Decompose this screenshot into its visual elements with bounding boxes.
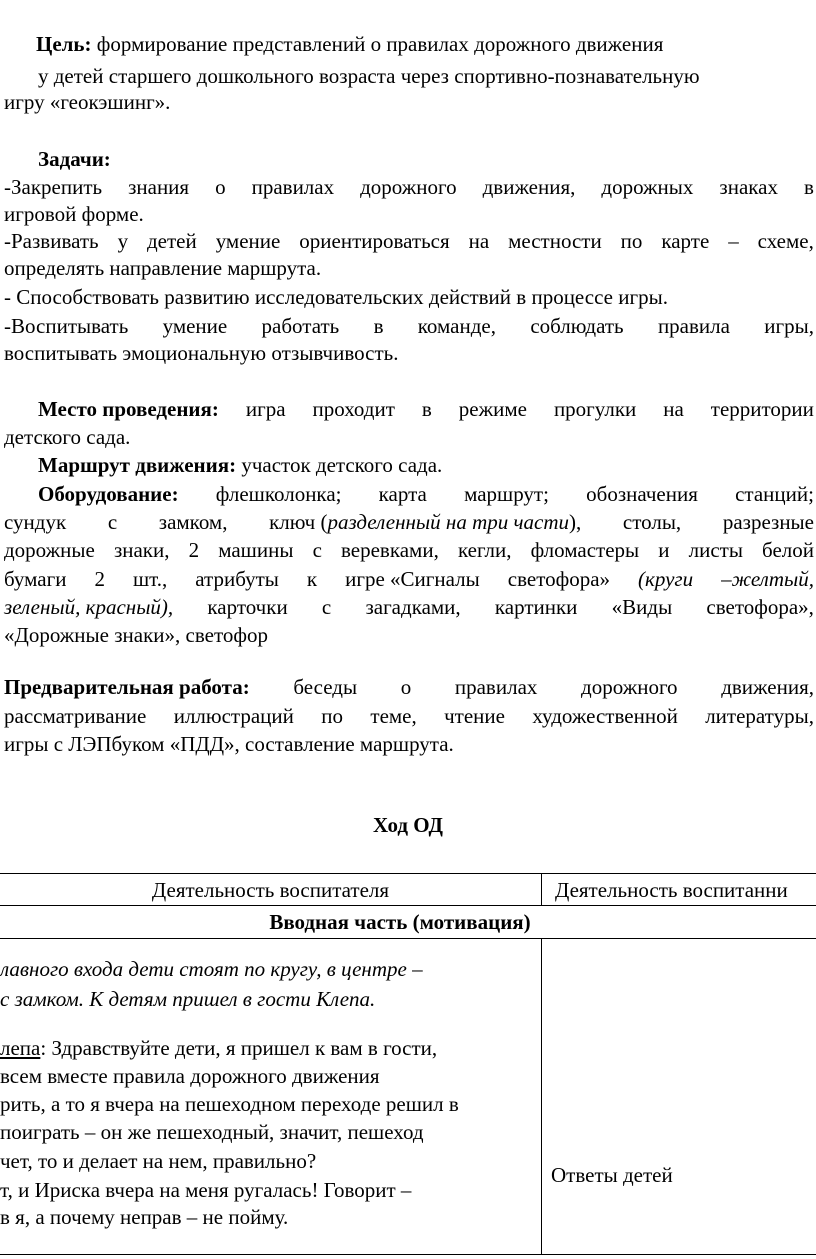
word: правилах (454, 675, 538, 699)
eq-word: с (107, 510, 118, 534)
course-title (0, 815, 816, 836)
venue-text-2: детского сада. (4, 425, 131, 449)
cell-line (0, 1038, 437, 1059)
table-col-divider-body (541, 938, 542, 1254)
eq-word: с (321, 595, 332, 619)
word: -Закрепить (4, 175, 103, 199)
course-title-text: Ход ОД (372, 813, 444, 837)
eq-italic: –желтый, (721, 567, 814, 591)
word: работать (261, 314, 340, 338)
word: команде, (417, 314, 496, 338)
word: – (728, 229, 739, 253)
children-answer (551, 1165, 673, 1186)
word: соблюдать (530, 314, 624, 338)
word: маршрут; (464, 482, 549, 506)
word: с (312, 538, 322, 562)
eq-italic: разделенный на три части (327, 510, 569, 534)
word: дорожного (581, 675, 678, 699)
word: территории (710, 397, 814, 421)
word: веревками, (341, 538, 439, 562)
eq-word: шт., (132, 567, 168, 591)
word: режиме (458, 397, 527, 421)
word: теме, (370, 704, 417, 728)
equipment-line-5 (4, 597, 814, 618)
eq-word: светофора», (706, 595, 814, 619)
goal-text-2: у детей старшего дошкольного возраста через спортивно-познавательную (38, 64, 700, 88)
venue-line-1 (38, 399, 814, 420)
cell-text: всем вместе правила дорожного движения (0, 1064, 380, 1088)
venue-line-2 (4, 427, 130, 448)
col-header-children-text: Деятельность воспитанни (555, 878, 788, 902)
table-col-divider-top (541, 873, 542, 906)
equipment-line-4 (4, 569, 814, 590)
equipment-line-1 (38, 484, 814, 505)
cell-text: чет, то и делает на нем, правильно? (0, 1149, 317, 1173)
table-border-bottom (0, 1254, 816, 1255)
prework-line-2 (4, 706, 814, 727)
word: художественной (532, 704, 678, 728)
cell-text: в я, а почему неправ – не пойму. (0, 1205, 289, 1229)
eq-word: ключ (269, 510, 316, 534)
word: дорожного (360, 175, 457, 199)
word: по (321, 704, 344, 728)
task-1-text-2: игровой форме. (4, 202, 144, 226)
word: правила (657, 314, 730, 338)
word: на (468, 229, 490, 253)
eq-word: бумаги (4, 567, 67, 591)
route-line (38, 455, 442, 476)
cell-text: лавного входа дети стоят по кругу, в центре – (0, 957, 423, 981)
word: беседы (293, 675, 358, 699)
equipment-line-2 (4, 512, 814, 533)
task-2-line-1 (4, 231, 814, 252)
route-text: участок детского сада. (241, 453, 443, 477)
task-1-line-1 (4, 177, 814, 198)
word: 2 (188, 538, 200, 562)
word: знания (128, 175, 190, 199)
cell-line (0, 1094, 459, 1115)
cell-line (0, 1207, 288, 1228)
eq-word: к (306, 567, 318, 591)
cell-text: рить, а то я вчера на пешеходном переходе решил в (0, 1092, 459, 1116)
word: ориентироваться (299, 229, 450, 253)
task-2-line-2 (4, 258, 321, 279)
word: станций; (735, 482, 814, 506)
word: прогулки (553, 397, 637, 421)
table-border-top (0, 873, 816, 874)
col-header-teacher (0, 880, 541, 901)
word: на (663, 397, 684, 421)
task-3-text: - Способствовать развитию исследовательских действий в процессе игры. (4, 285, 668, 309)
task-1-line-2 (4, 204, 144, 225)
tasks-heading-text: Задачи: (38, 147, 111, 171)
word: белой (762, 538, 814, 562)
word: о (400, 675, 412, 699)
eq-key-group (269, 512, 581, 533)
word: литературы, (705, 704, 814, 728)
cell-text: : Здравствуйте дети, я пришел к вам в гости, (40, 1036, 438, 1060)
word: дорожные (4, 538, 95, 562)
table-border-header (0, 905, 816, 906)
word: движения, (482, 175, 576, 199)
word: местности (508, 229, 602, 253)
cell-line (0, 1066, 380, 1087)
word: флешколонка; (215, 482, 342, 506)
word: обозначения (586, 482, 698, 506)
task-4-line-2 (4, 343, 398, 364)
word: в (373, 314, 384, 338)
word: знаки, (113, 538, 170, 562)
word: у (117, 229, 129, 253)
word: рассматривание (4, 704, 147, 728)
task-4-line-1 (4, 316, 814, 337)
speaker-name: лепа (0, 1036, 41, 1060)
eq-word: загадками, (365, 595, 461, 619)
goal-text-3: игру «геокэшинг». (4, 90, 171, 114)
table-border-section (0, 938, 816, 939)
cell-line (0, 1122, 424, 1143)
eq-italic: зеленый, красный), (4, 595, 174, 619)
word: -Воспитывать (4, 314, 129, 338)
goal-line-2 (38, 66, 700, 87)
section-header-text: Вводная часть (мотивация) (269, 910, 531, 934)
tasks-heading (38, 149, 111, 170)
cell-text: с замком. К детям пришел в гости Клепа. (0, 987, 376, 1011)
word: детей (147, 229, 197, 253)
goal-line-1 (36, 34, 663, 55)
cell-text: т, и Ириска вчера на меня ругалась! Говорит – (0, 1178, 412, 1202)
word: карте (661, 229, 710, 253)
word: чтение (444, 704, 505, 728)
eq-word: разрезные (722, 510, 814, 534)
cell-text: поиграть – он же пешеходный, значит, пешеход (0, 1120, 424, 1144)
eq-word: замком, (158, 510, 228, 534)
word: игры, (764, 314, 814, 338)
cell-line (0, 1180, 411, 1201)
word: по (620, 229, 643, 253)
goal-text: формирование представлений о правилах дорожного движения (96, 32, 664, 56)
word: игра (245, 397, 286, 421)
word: фломастеры (530, 538, 640, 562)
eq-word: атрибуты (195, 567, 279, 591)
task-2-text-2: определять направление маршрута. (4, 256, 322, 280)
prework-line-1 (4, 677, 814, 698)
task-4-text-2: воспитывать эмоциональную отзывчивость. (4, 341, 399, 365)
eq-word: 2 (94, 567, 105, 591)
goal-line-3 (4, 92, 170, 113)
eq-word: «Виды (611, 595, 673, 619)
prework-text-3: игры с ЛЭПбуком «ПДД», составление маршрута. (4, 732, 454, 756)
word: о (215, 175, 226, 199)
eq-word: игре «Сигналы (345, 567, 480, 591)
goal-label: Цель: (36, 32, 92, 56)
section-header (0, 912, 800, 933)
word: правилах (251, 175, 335, 199)
word: иллюстраций (173, 704, 294, 728)
word: в (421, 397, 432, 421)
word: машины (218, 538, 294, 562)
eq-word: сундук (4, 510, 67, 534)
col-header-teacher-text: Деятельность воспитателя (151, 878, 390, 902)
equipment-line-6 (4, 625, 268, 646)
eq-word: столы, (622, 510, 682, 534)
cell-line (0, 989, 375, 1010)
word: движения, (721, 675, 814, 699)
word: умение (215, 229, 281, 253)
word: листы (688, 538, 743, 562)
equipment-line-3 (4, 540, 814, 561)
word: умение (162, 314, 228, 338)
prework-label: Предварительная работа: (4, 675, 250, 699)
eq-text-6: «Дорожные знаки», светофор (4, 623, 268, 647)
word: проходит (312, 397, 395, 421)
eq-paren: ( (320, 510, 328, 534)
children-answer-text: Ответы детей (551, 1163, 673, 1187)
task-3-line (4, 287, 668, 308)
word: -Развивать (4, 229, 99, 253)
eq-word: картинки (494, 595, 578, 619)
col-header-children (555, 880, 788, 901)
word: кегли, (457, 538, 512, 562)
prework-line-3 (4, 734, 454, 755)
word: схеме, (757, 229, 814, 253)
venue-label: Место проведения: (38, 397, 219, 421)
cell-line (0, 1151, 316, 1172)
eq-paren: ), (569, 510, 582, 534)
route-label: Маршрут движения: (38, 453, 237, 477)
cell-line (0, 959, 423, 980)
eq-word: светофора» (507, 567, 611, 591)
eq-word: карточки (207, 595, 288, 619)
word: в (803, 175, 814, 199)
word: и (658, 538, 670, 562)
eq-italic: (круги (638, 567, 694, 591)
equipment-label: Оборудование: (38, 482, 179, 506)
word: дорожных (601, 175, 694, 199)
word: знаках (719, 175, 778, 199)
word: карта (378, 482, 427, 506)
